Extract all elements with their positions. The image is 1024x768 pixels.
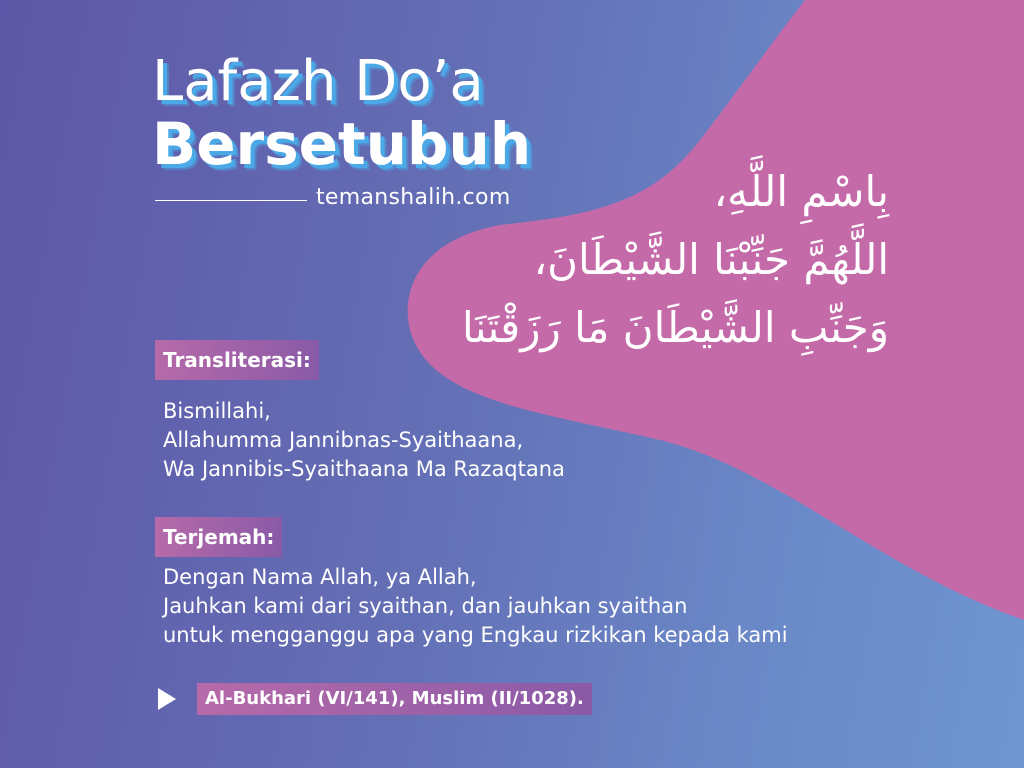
translation-line: untuk mengganggu apa yang Engkau rizkikan kepada kami: [163, 623, 788, 647]
play-icon: [158, 688, 176, 710]
title-block: [152, 49, 532, 178]
arabic-line-3: وَجَنِّبِ الشَّيْطَانَ مَا رَزَقْتَنَا: [462, 303, 889, 352]
transliteration-line: Allahumma Jannibnas-Syaithaana,: [163, 428, 524, 452]
divider-line: [155, 200, 307, 201]
transliteration-text: [163, 397, 565, 484]
transliteration-label: Transliterasi:: [155, 340, 319, 380]
page-title-line-1: Lafazh Do’a: [152, 49, 484, 114]
arabic-line-1: بِاسْمِ اللَّهِ،: [713, 167, 889, 216]
page-title-line-2: Bersetubuh: [152, 110, 532, 178]
arabic-text: [369, 158, 889, 362]
source-reference: Al-Bukhari (VI/141), Muslim (II/1028).: [197, 683, 592, 715]
site-name: temanshalih.com: [316, 185, 511, 210]
arabic-line-2: اللَّهُمَّ جَنِّبْنَا الشَّيْطَانَ،: [533, 235, 889, 284]
translation-label: Terjemah:: [155, 517, 282, 557]
transliteration-line: Bismillahi,: [163, 399, 271, 423]
translation-line: Dengan Nama Allah, ya Allah,: [163, 565, 477, 589]
transliteration-line: Wa Jannibis-Syaithaana Ma Razaqtana: [163, 457, 565, 481]
translation-text: [163, 563, 788, 650]
translation-line: Jauhkan kami dari syaithan, dan jauhkan syaithan: [163, 594, 688, 618]
